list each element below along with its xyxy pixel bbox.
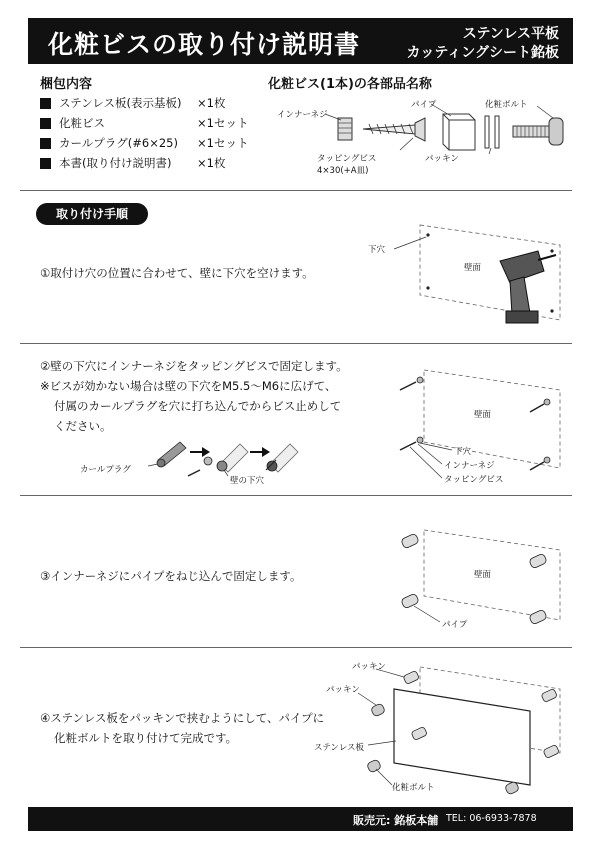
pilot-hole-icon — [550, 309, 553, 312]
bullet-square-icon — [40, 118, 51, 129]
step4-svg — [300, 655, 580, 800]
seller-name: 販売元: 銘板本舗 — [353, 814, 439, 827]
package-item-name: ステンレス板(表示基板) — [59, 96, 182, 110]
tapping-screw-icon — [363, 118, 425, 150]
label-wall: 壁面 — [474, 570, 492, 580]
package-list — [40, 93, 248, 173]
step4-line2: 化粧ボルトを取り付けて完成です。 — [54, 731, 238, 745]
curl-plug-icon — [157, 442, 186, 467]
step2-figure — [380, 360, 580, 490]
label-hole: 下穴 — [368, 245, 386, 255]
inner-nut-icon — [400, 377, 423, 390]
divider — [20, 190, 572, 191]
arrow-right-icon — [250, 447, 270, 457]
step2-text: ②壁の下穴にインナーネジをタッピングビスで固定します。 — [40, 359, 348, 373]
cap-bolt-icon — [370, 703, 385, 717]
step2-plug-svg — [80, 430, 320, 490]
header-bar — [28, 18, 573, 64]
label-packing: パッキン — [425, 154, 459, 164]
steps-heading: 取り付け手順 — [36, 203, 148, 225]
pipe-icon — [541, 688, 557, 702]
cap-bolt-icon — [366, 759, 381, 773]
label-curl-plug: カールプラグ — [80, 465, 131, 475]
step3-figure — [380, 520, 580, 640]
product-type-line1: ステンレス平板 — [462, 26, 559, 42]
label-cap-bolt: 化粧ボルト — [392, 783, 435, 793]
label-pipe: パイプ — [411, 100, 437, 110]
product-type-line2: カッティングシート銘板 — [406, 45, 559, 61]
pipe-icon — [543, 744, 559, 758]
footer-bar — [28, 807, 573, 831]
package-item-qty: ×1枚 — [197, 156, 226, 170]
pipe-icon — [431, 104, 475, 150]
bullet-square-icon — [40, 138, 51, 149]
package-heading: 梱包内容 — [40, 77, 93, 92]
step1-text: ①取付け穴の位置に合わせて、壁に下穴を空けます。 — [40, 266, 314, 280]
packing-icon — [485, 116, 499, 154]
step1-figure — [360, 215, 580, 335]
divider — [20, 495, 572, 496]
inner-nut-icon — [325, 114, 352, 140]
wall-outline — [424, 370, 560, 468]
seller-phone: TEL: 06-6933-7878 — [446, 813, 537, 824]
page-title: 化粧ビスの取り付け説明書 — [48, 30, 361, 59]
package-item-qty: ×1枚 — [197, 96, 226, 110]
label-cap-bolt: 化粧ボルト — [485, 100, 528, 110]
wall-outline — [424, 530, 560, 620]
package-item-qty: ×1セット — [197, 136, 249, 150]
label-wall: 壁面 — [464, 263, 482, 273]
arrow-right-icon — [190, 447, 210, 457]
label-packing: パッキン — [352, 662, 386, 672]
label-wall: 壁面 — [474, 410, 492, 420]
bullet-square-icon — [40, 158, 51, 169]
pilot-hole-icon — [550, 249, 553, 252]
package-item-qty: ×1セット — [197, 116, 249, 130]
label-hole: 下穴 — [454, 447, 472, 457]
pilot-hole-icon — [426, 286, 429, 289]
label-packing: パッキン — [326, 685, 360, 695]
inner-nut-icon — [530, 399, 550, 412]
step4-figure — [300, 655, 580, 800]
divider — [20, 343, 572, 344]
step3-text: ③インナーネジにパイプをねじ込んで固定します。 — [40, 569, 302, 583]
divider — [20, 647, 572, 648]
package-item-name: 本書(取り付け説明書) — [59, 156, 172, 170]
pipe-icon — [401, 533, 420, 549]
inner-nut-small-icon — [204, 457, 212, 465]
parts-diagram — [265, 70, 585, 190]
screw-small-icon — [188, 470, 200, 476]
label-tapping-screw: タッピングビス — [317, 154, 377, 164]
step2-note-line1: ※ビスが効かない場合は壁の下穴をM5.5〜M6に広げて、 — [40, 379, 337, 393]
step2-note-line3: ください。 — [54, 419, 112, 433]
label-tapping-size: 4×30(+A皿) — [317, 166, 369, 176]
fixed-nut-icon — [266, 444, 298, 472]
bullet-square-icon — [40, 98, 51, 109]
package-item — [40, 113, 248, 133]
pipe-icon — [401, 593, 420, 609]
label-inner-nut: インナーネジ — [444, 461, 495, 471]
pipe-icon — [529, 609, 548, 625]
pipe-icon — [529, 553, 548, 569]
drill-icon — [500, 251, 556, 323]
pilot-hole-icon — [426, 233, 429, 236]
label-pipe: パイプ — [442, 620, 468, 630]
wall-hole-icon — [217, 444, 248, 472]
label-stainless-plate: ステンレス板 — [314, 743, 364, 753]
step2-plug-figure — [80, 430, 320, 490]
inner-nut-icon — [530, 457, 550, 470]
package-item — [40, 133, 248, 153]
pipe-icon — [403, 670, 419, 684]
package-item-name: 化粧ビス — [59, 116, 105, 130]
parts-heading: 化粧ビス(1本)の各部品名称 — [268, 77, 432, 92]
step2-note-line2: 付属のカールプラグを穴に打ち込んでからビス止めして — [54, 399, 342, 413]
package-item — [40, 153, 248, 173]
label-inner-nut: インナーネジ — [277, 110, 328, 120]
package-item-name: カールプラグ(#6×25) — [59, 136, 178, 150]
step1-svg — [360, 215, 580, 335]
label-wall-hole: 壁の下穴 — [230, 476, 265, 486]
cap-bolt-icon — [513, 106, 563, 145]
package-item — [40, 93, 248, 113]
step4-line1: ④ステンレス板をパッキンで挟むようにして、パイプに — [40, 711, 325, 725]
step3-svg — [380, 520, 580, 640]
parts-diagram-svg — [265, 70, 585, 190]
label-tapping-screw: タッピングビス — [444, 475, 504, 485]
